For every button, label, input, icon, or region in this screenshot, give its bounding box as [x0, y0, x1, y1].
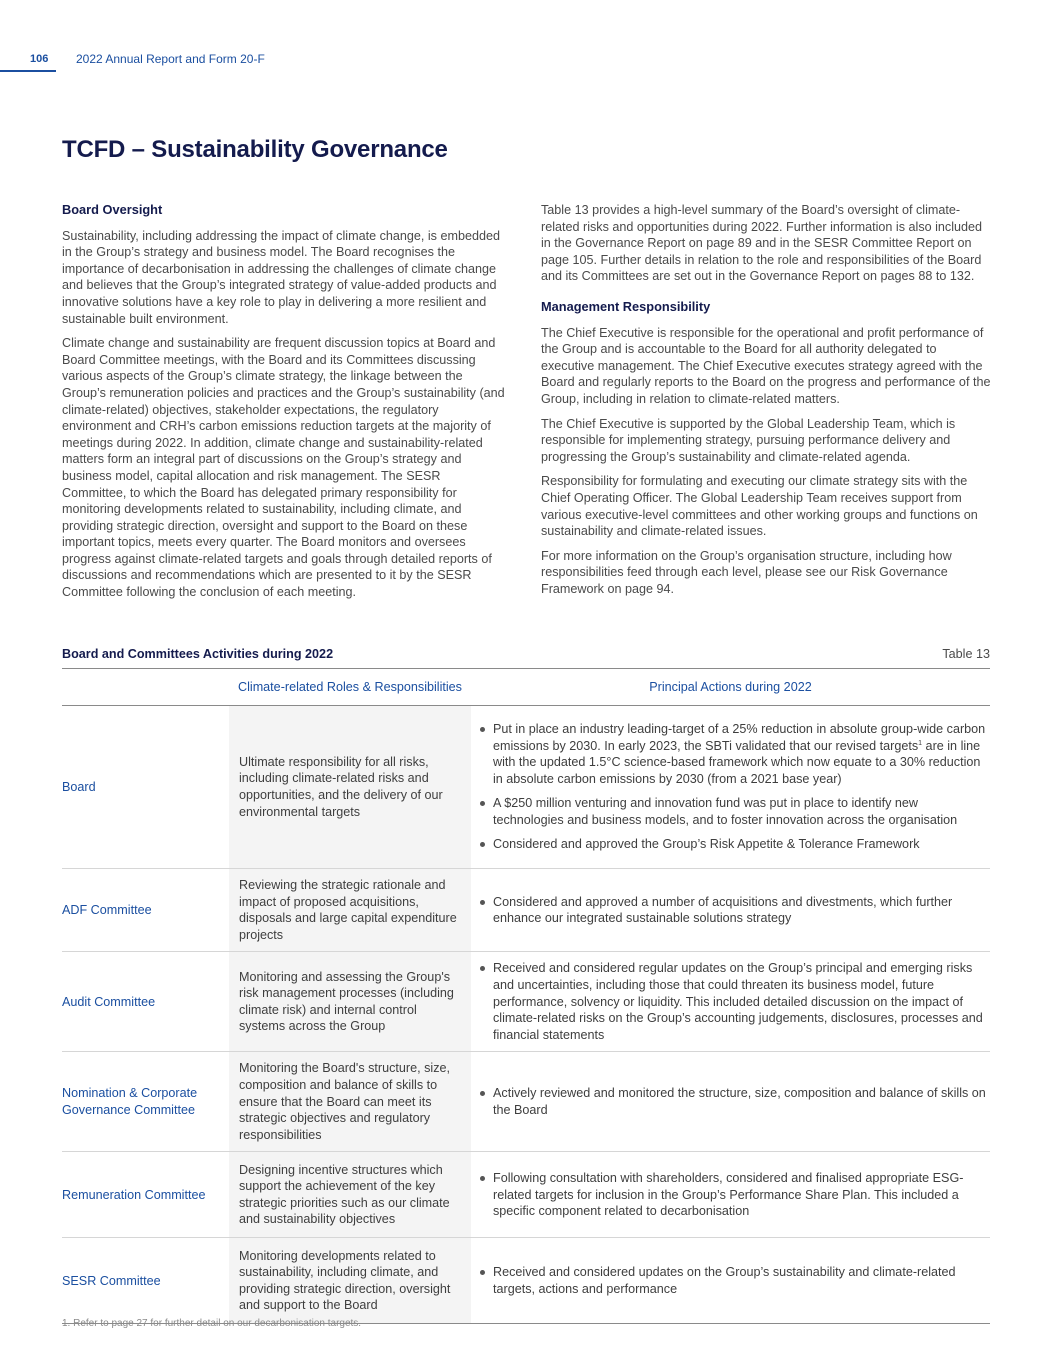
table-column-headers: [62, 669, 990, 706]
activities-table: [62, 669, 990, 1324]
column-header-roles: Climate-related Roles & Responsibilities: [229, 669, 471, 706]
left-column: [62, 202, 506, 609]
table-label: Table 13: [942, 647, 990, 661]
row-actions: [471, 1152, 990, 1238]
row-name: Audit Committee: [62, 952, 229, 1052]
row-actions: [471, 1238, 990, 1324]
action-item: Received and considered updates on the Group’s sustainability and climate-related targets, actions and performance: [471, 1264, 990, 1297]
management-paragraph: The Chief Executive is responsible for the operational and profit performance of the Group and is accountable to the Board for all authority delegated to executive management. The Chief Executive executes strategy agreed with the Board and regularly reports to the Board on the progress and performance of the Group, including in relation to climate-related matters.: [541, 325, 991, 406]
action-item: Put in place an industry leading-target of a 25% reduction in absolute group-wide carbon emissions by 2030. In early 2023, the SBTi validated that our revised targets$^1$ are in line with the updated 1.5°C science-based framework which now equate to a 30% reduction in absolute carbon emissions by 2030 (from a 2021 base year): [471, 721, 990, 787]
row-actions: [471, 706, 990, 869]
row-role: Monitoring the Board's structure, size, composition and balance of skills to ensure that the Board can meet its strategic objectives and regulatory responsibilities: [229, 1052, 471, 1152]
row-role: Reviewing the strategic rationale and impact of proposed acquisitions, disposals and large capital expenditure projects: [229, 869, 471, 952]
action-item: Received and considered regular updates on the Group’s principal and emerging risks and uncertainties, including those that could threaten its business model, future performance, solvency or liquidity. This included detailed discussion on the impact of climate-related risks on the Group’s accounting judgements, disclosures, processes and financial statements: [471, 960, 990, 1043]
table-row: [62, 1152, 990, 1238]
row-actions: [471, 1052, 990, 1152]
page-number: 106: [30, 53, 49, 65]
action-item: Actively reviewed and monitored the structure, size, composition and balance of skills on the Board: [471, 1085, 990, 1118]
table-row: [62, 1052, 990, 1152]
management-paragraph: Responsibility for formulating and executing our climate strategy sits with the Chief Operating Officer. The Global Leadership Team receives support from various executive-level committees and other working groups and functions on sustainability and climate-related issues.: [541, 474, 978, 539]
row-role: Monitoring developments related to sustainability, including climate, and providing strategic direction, oversight and support to the Board: [229, 1238, 471, 1324]
page-title: TCFD – Sustainability Governance: [62, 136, 448, 163]
page-header: [0, 50, 1053, 76]
action-item: A $250 million venturing and innovation fund was put in place to identify new technologies and business models, and to foster innovation across the organisation: [471, 795, 990, 828]
column-header-actions: Principal Actions during 2022: [471, 669, 990, 706]
table-row: [62, 952, 990, 1052]
row-role: Designing incentive structures which support the achievement of the key strategic priorities such as our climate and sustainability objectives: [229, 1152, 471, 1238]
management-paragraph: For more information on the Group’s organisation structure, including how responsibilities feed through each level, please see our Risk Governance Framework on page 94.: [541, 548, 952, 596]
row-name: Remuneration Committee: [62, 1152, 229, 1238]
row-role: Ultimate responsibility for all risks, including climate-related risks and opportunities, and the delivery of our environmental targets: [229, 706, 471, 869]
report-title: 2022 Annual Report and Form 20-F: [76, 52, 265, 66]
action-item: Considered and approved a number of acquisitions and divestments, which further enhance our integrated sustainable solutions strategy: [471, 894, 990, 927]
board-oversight-paragraph: Climate change and sustainability are frequent discussion topics at Board and Board Committee meetings, with the Board and its Committees discussing various aspects of the Group’s climate strategy, the linkage between the Group’s remuneration policies and practices and the Group’s sustainability (and climate-related) objectives, stakeholder expectations, the regulatory environment and CRH’s carbon emissions reduction targets at the majority of meetings during 2022. In addition, climate change and sustainability-related matters form an integral part of discussions on the Group’s strategy and business model, capital allocation and risk management. The SESR Committee, to which the Board has delegated primary responsibility for monitoring developments related to sustainability, including climate, and providing strategic direction, oversight and support to the Board on these important topics, meets every quarter. The Board monitors and oversees progress against climate-related targets and goals through detailed reports of discussions and recommendations which are presented to it by the SESR Committee following the conclusion of each meeting.: [62, 336, 505, 600]
column-header-body: [62, 669, 229, 706]
row-name: ADF Committee: [62, 869, 229, 952]
footnote-number: 1.: [62, 1318, 71, 1329]
table-intro-paragraph: Table 13 provides a high-level summary of the Board’s oversight of climate-related risks and opportunities during 2022. Further information is also included in the Governance Report on page 89 and in the SESR Committee Report on page 105. Further details in relation to the role and responsibilities of the Board and its Committees are set out in the Governance Report on pages 88 to 132.: [541, 203, 983, 284]
footnote: [62, 1318, 361, 1329]
table-row: [62, 869, 990, 952]
board-oversight-paragraph: Sustainability, including addressing the impact of climate change, is embedded in the Group’s strategy and business model. The Board recognises the importance of decarbonisation in addressing the challenges of climate change and believes that the Group’s integrated strategy of value-added products and innovative solutions have a key role to play in delivering a more resilient and sustainable built environment.: [62, 228, 501, 326]
row-actions: [471, 869, 990, 952]
page-number-rule: [0, 70, 56, 72]
row-actions: [471, 952, 990, 1052]
right-column: [541, 202, 993, 605]
table-title: Board and Committees Activities during 2022: [62, 647, 334, 661]
action-item: Following consultation with shareholders, considered and finalised appropriate ESG-related targets for inclusion in the Group’s Performance Share Plan. This included a specific component related to decarbonisation: [471, 1170, 990, 1220]
table-header-bar: [62, 646, 990, 666]
table-row: [62, 1238, 990, 1324]
footnote-text: Refer to page 27 for further detail on our decarbonisation targets.: [70, 1318, 362, 1329]
management-paragraph: The Chief Executive is supported by the Global Leadership Team, which is responsible for implementing strategy, pursuing performance delivery and progressing the Group’s sustainability and climate-related agenda.: [541, 416, 956, 464]
row-name: Nomination & Corporate Governance Committee: [62, 1052, 229, 1152]
footnote-marker: 1: [918, 739, 923, 747]
management-responsibility-heading: Management Responsibility: [541, 298, 711, 314]
board-oversight-heading: Board Oversight: [62, 202, 163, 217]
table-row: [62, 706, 990, 869]
row-name: SESR Committee: [62, 1238, 229, 1324]
row-name: Board: [62, 706, 229, 869]
row-role: Monitoring and assessing the Group's risk management processes (including climate risk) and internal control systems across the Group: [229, 952, 471, 1052]
action-item: Considered and approved the Group’s Risk Appetite & Tolerance Framework: [471, 836, 990, 853]
